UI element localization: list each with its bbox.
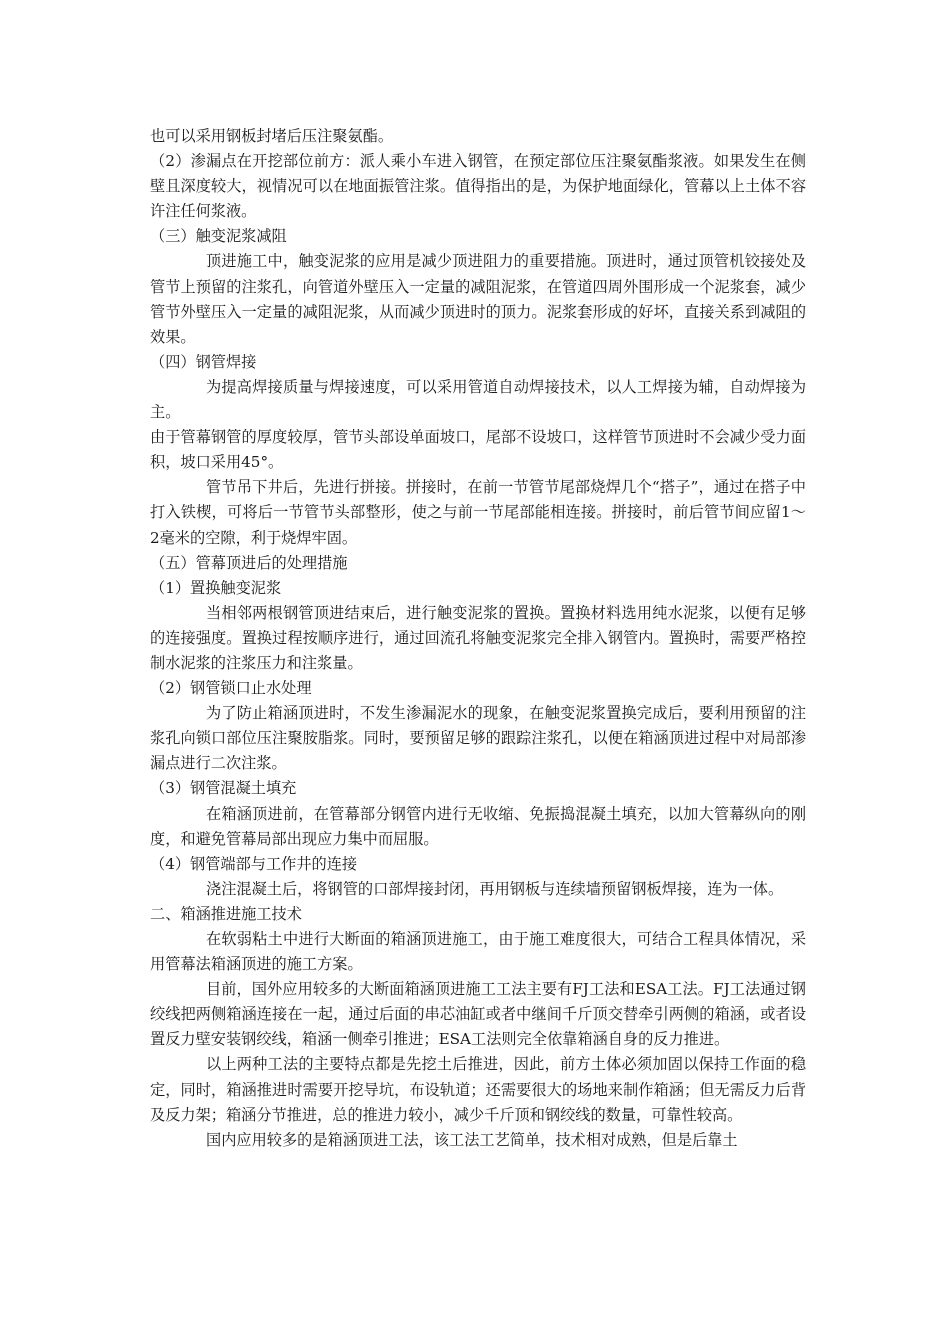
subsection-heading: （3）钢管混凝土填充 (150, 779, 297, 798)
paragraph: 目前，国外应用较多的大断面箱涵顶进施工工法主要有FJ工法和ESA工法。FJ工法通过钢绞线把两侧箱涵连接在一起，通过后面的串芯油缸或者中继间千斤顶交替牵引两侧的箱涵，或者设置反力壁安装钢绞线，箱涵一侧牵引推进；ESA工法则完全依靠箱涵自身的反力推进。 (150, 980, 806, 1049)
paragraph: 管节吊下井后，先进行拼接。拼接时，在前一节管节尾部烧焊几个“搭子”，通过在搭子中打入铁楔，可将后一节管节头部整形，使之与前一节尾部能相连接。拼接时，前后管节间应留1～2毫米的空隙，利于烧焊牢固。 (150, 478, 806, 547)
paragraph: 浇注混凝土后，将钢管的口部焊接封闭，再用钢板与连续墙预留钢板焊接，连为一体。 (206, 879, 784, 898)
paragraph: 由于管幕钢管的厚度较厚，管节头部设单面坡口，尾部不设坡口，这样管节顶进时不会减少受力面积，坡口采用45°。 (150, 428, 806, 472)
paragraph: 在软弱粘土中进行大断面的箱涵顶进施工，由于施工难度很大，可结合工程具体情况，采用管幕法箱涵顶进的施工方案。 (150, 930, 806, 974)
subsection-heading: （4）钢管端部与工作井的连接 (150, 854, 358, 873)
paragraph: 在箱涵顶进前，在管幕部分钢管内进行无收缩、免振捣混凝土填充，以加大管幕纵向的刚度，和避免管幕局部出现应力集中而屈服。 (150, 804, 806, 848)
section-heading: 二、箱涵推进施工技术 (150, 904, 302, 923)
paragraph: 以上两种工法的主要特点都是先挖土后推进，因此，前方土体必须加固以保持工作面的稳定，同时，箱涵推进时需要开挖导坑，布设轨道；还需要很大的场地来制作箱涵；但无需反力后背及反力架；箱涵分节推进，总的推进力较小，减少千斤顶和钢绞线的数量，可靠性较高。 (150, 1055, 806, 1124)
subsection-heading: （1）置换触变泥浆 (150, 578, 282, 597)
paragraph: 为了防止箱涵顶进时，不发生渗漏泥水的现象，在触变泥浆置换完成后，要利用预留的注浆孔向锁口部位压注聚胺脂浆。同时，要预留足够的跟踪注浆孔，以便在箱涵顶进过程中对局部渗漏点进行二次注浆。 (150, 704, 806, 773)
paragraph: （2）渗漏点在开挖部位前方：派人乘小车进入钢管，在预定部位压注聚氨酯浆液。如果发生在侧壁且深度较大，视情况可以在地面振管注浆。值得指出的是，为保护地面绿化，管幕以上土体不容许注任何浆液。 (150, 152, 806, 221)
paragraph: 为提高焊接质量与焊接速度，可以采用管道自动焊接技术，以人工焊接为辅，自动焊接为主。 (150, 377, 806, 422)
document-body (150, 124, 806, 1153)
paragraph: 当相邻两根钢管顶进结束后，进行触变泥浆的置换。置换材料选用纯水泥浆，以便有足够的连接强度。置换过程按顺序进行，通过回流孔将触变泥浆完全排入钢管内。置换时，需要严格控制水泥浆的注浆压力和注浆量。 (150, 603, 806, 672)
section-heading: （三）触变泥浆减阻 (150, 227, 287, 246)
paragraph: 也可以采用钢板封堵后压注聚氨酯。 (150, 127, 393, 145)
subsection-heading: （2）钢管锁口止水处理 (150, 679, 312, 698)
section-heading: （四）钢管焊接 (150, 352, 257, 371)
section-heading: （五）管幕顶进后的处理措施 (150, 553, 348, 572)
paragraph: 国内应用较多的是箱涵顶进工法，该工法工艺简单，技术相对成熟，但是后靠土 (206, 1130, 738, 1149)
paragraph: 顶进施工中，触变泥浆的应用是减少顶进阻力的重要措施。顶进时，通过顶管机铰接处及管节上预留的注浆孔，向管道外壁压入一定量的减阻泥浆，在管道四周外围形成一个泥浆套，减少管节外壁压入一定量的减阻泥浆，从而减少顶进时的顶力。泥浆套形成的好坏，直接关系到减阻的效果。 (150, 252, 806, 346)
